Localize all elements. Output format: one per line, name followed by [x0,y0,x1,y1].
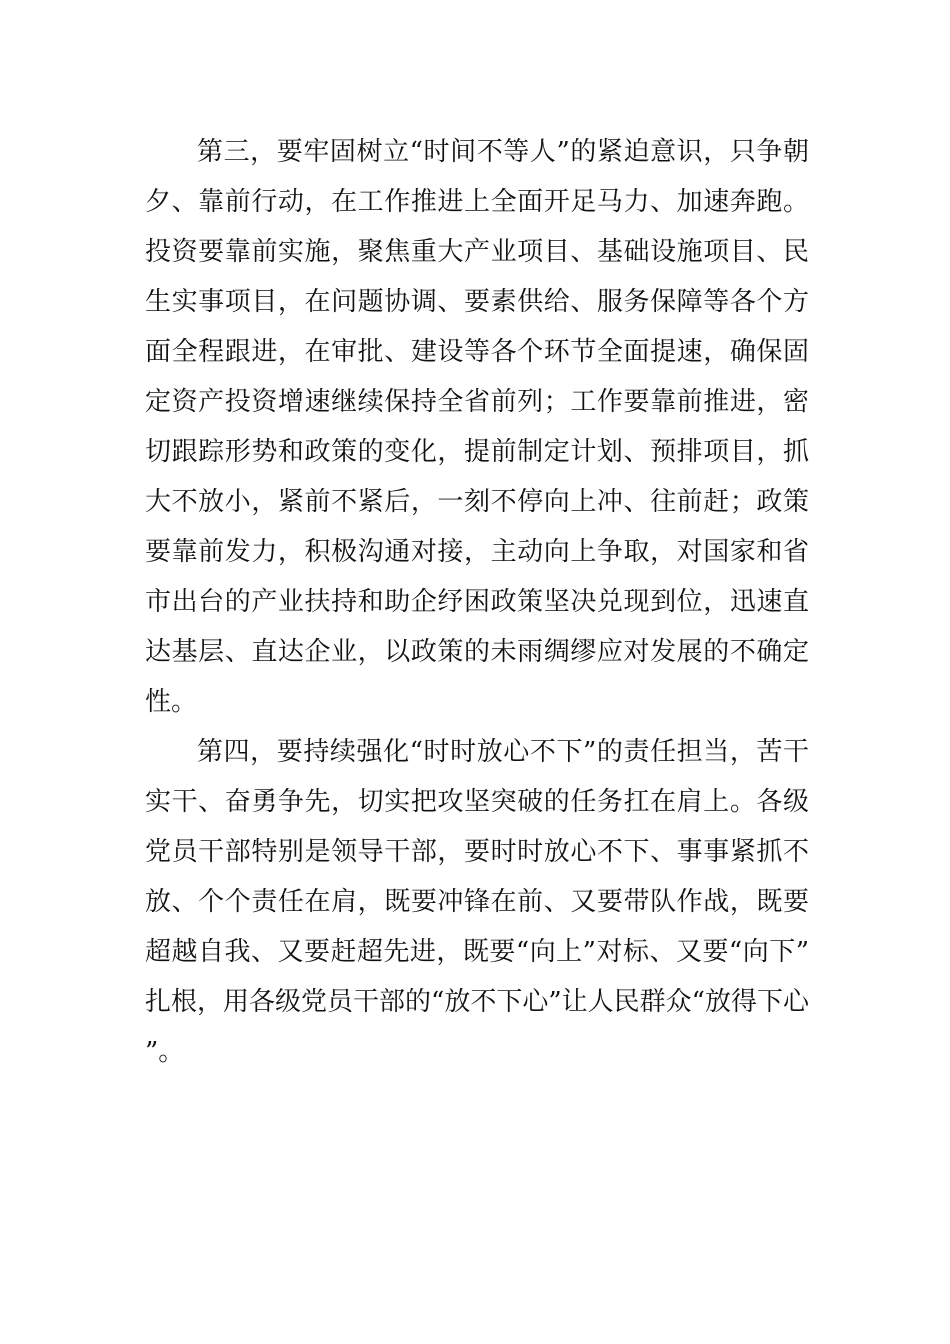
paragraph-third: 第三，要牢固树立“时间不等人”的紧迫意识，只争朝夕、靠前行动，在工作推进上全面开足马力、加速奔跑。投资要靠前实施，聚焦重大产业项目、基础设施项目、民生实事项目，在问题协调、要素供给、服务保障等各个方面全程跟进，在审批、建设等各个环节全面提速，确保固定资产投资增速继续保持全省前列；工作要靠前推进，密切跟踪形势和政策的变化，提前制定计划、预排项目，抓大不放小，紧前不紧后，一刻不停向上冲、往前赶；政策要靠前发力，积极沟通对接，主动向上争取，对国家和省市出台的产业扶持和助企纾困政策坚决兑现到位，迅速直达基层、直达企业，以政策的未雨绸缪应对发展的不确定性。 [145,137,809,717]
paragraph-fourth: 第四，要持续强化“时时放心不下”的责任担当，苦干实干、奋勇争先，切实把攻坚突破的任务扛在肩上。各级党员干部特别是领导干部，要时时放心不下、事事紧抓不放、个个责任在肩，既要冲锋在前、又要带队作战，既要超越自我、又要赶超先进，既要“向上”对标、又要“向下”扎根，用各级党员干部的“放不下心”让人民群众“放得下心”。 [145,737,809,1067]
document-body [145,127,809,1077]
